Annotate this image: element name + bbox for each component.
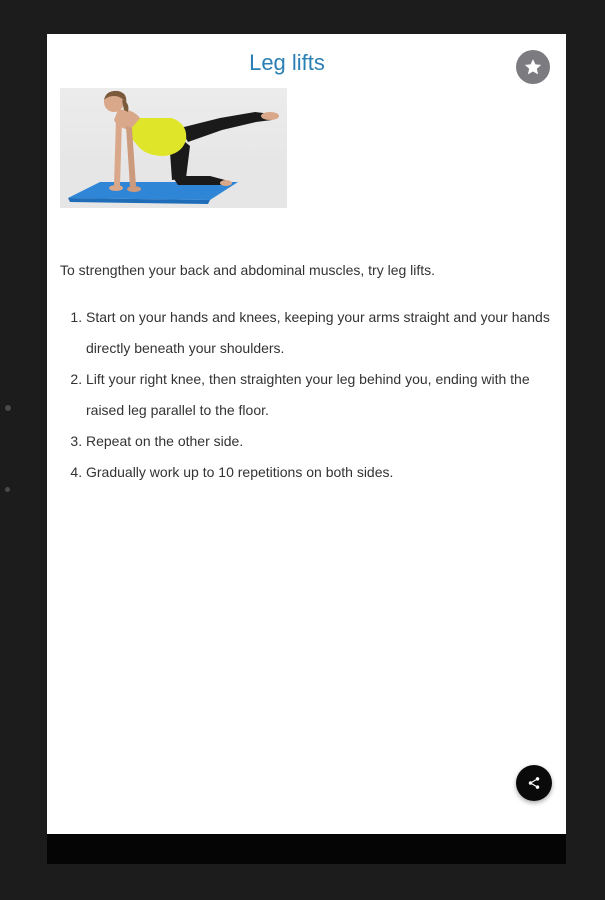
bottom-nav-bar (47, 834, 566, 864)
favorite-button[interactable] (516, 50, 550, 84)
step-item: 1. Start on your hands and knees, keeping your arms straight and your hands directly beneath your shoulders. (86, 302, 555, 364)
scroll-indicator-dot (5, 487, 10, 492)
step-item: 3. Repeat on the other side. (86, 426, 555, 457)
scroll-indicator-dot (5, 405, 11, 411)
share-button[interactable] (516, 765, 552, 801)
star-icon (523, 57, 543, 77)
share-icon (527, 776, 541, 790)
exercise-photo (60, 88, 287, 208)
step-item: 4. Gradually work up to 10 repetitions on both sides. (86, 457, 555, 488)
step-item: 2. Lift your right knee, then straighten your leg behind you, ending with the raised leg parallel to the floor. (86, 364, 555, 426)
article-card (47, 34, 566, 834)
page-title: Leg lifts (249, 50, 325, 75)
steps-list (60, 302, 555, 488)
intro-text: To strengthen your back and abdominal muscles, try leg lifts. (60, 262, 436, 278)
